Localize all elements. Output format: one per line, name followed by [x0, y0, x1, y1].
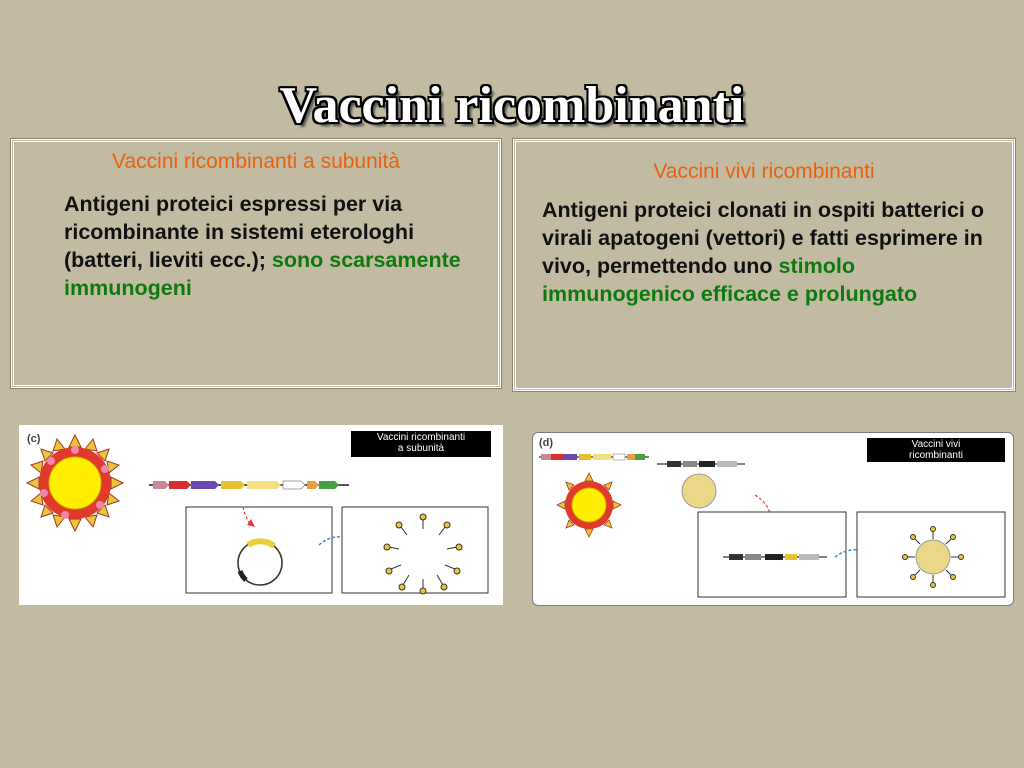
figure-live-recombinant-vaccine [532, 432, 1014, 606]
right-panel-body [542, 196, 1002, 308]
figure-d-badge-line2: ricombinanti [909, 450, 963, 461]
left-panel-body [64, 190, 484, 302]
right-panel-highlight: stimolo immunogenico efficace e prolungato [542, 254, 918, 306]
left-text-panel [11, 139, 501, 388]
left-panel-highlight: sono scarsamente immunogeni [64, 248, 461, 300]
figure-c-illustration [19, 425, 503, 605]
vector-sequence-icon [657, 461, 745, 467]
pathogen-icon [557, 473, 621, 537]
gene-sequence-icon [539, 454, 649, 460]
right-text-panel [513, 139, 1015, 391]
figure-d-illustration [533, 433, 1013, 605]
left-panel-heading: Vaccini ricombinanti a subunità [112, 150, 400, 173]
live-vector-icon [903, 527, 964, 588]
figure-c-letter: (c) [27, 433, 41, 445]
pathogen-icon [27, 435, 123, 531]
figure-d-letter: (d) [539, 437, 554, 449]
figure-subunit-vaccine [19, 425, 503, 605]
left-panel-text: Antigeni proteici espressi per via ricombinante in sistemi eterologhi (batteri, lieviti ecc.); [64, 192, 415, 272]
figure-c-badge-line1: Vaccini ricombinanti [376, 432, 466, 443]
gene-sequence-icon [149, 481, 349, 489]
figure-c-badge-line2: a subunità [397, 443, 445, 454]
vector-cell-icon [682, 474, 716, 508]
figure-d-badge-line1: Vaccini vivi [911, 439, 961, 450]
right-panel-text: Antigeni proteici clonati in ospiti batterici o virali apatogeni (vettori) e fatti esprimere in vivo, permettendo uno [542, 198, 984, 278]
recombinant-genome-icon [723, 554, 827, 560]
right-panel-heading: Vaccini vivi ricombinanti [653, 160, 875, 183]
slide-title: Vaccini ricombinanti [279, 77, 745, 134]
